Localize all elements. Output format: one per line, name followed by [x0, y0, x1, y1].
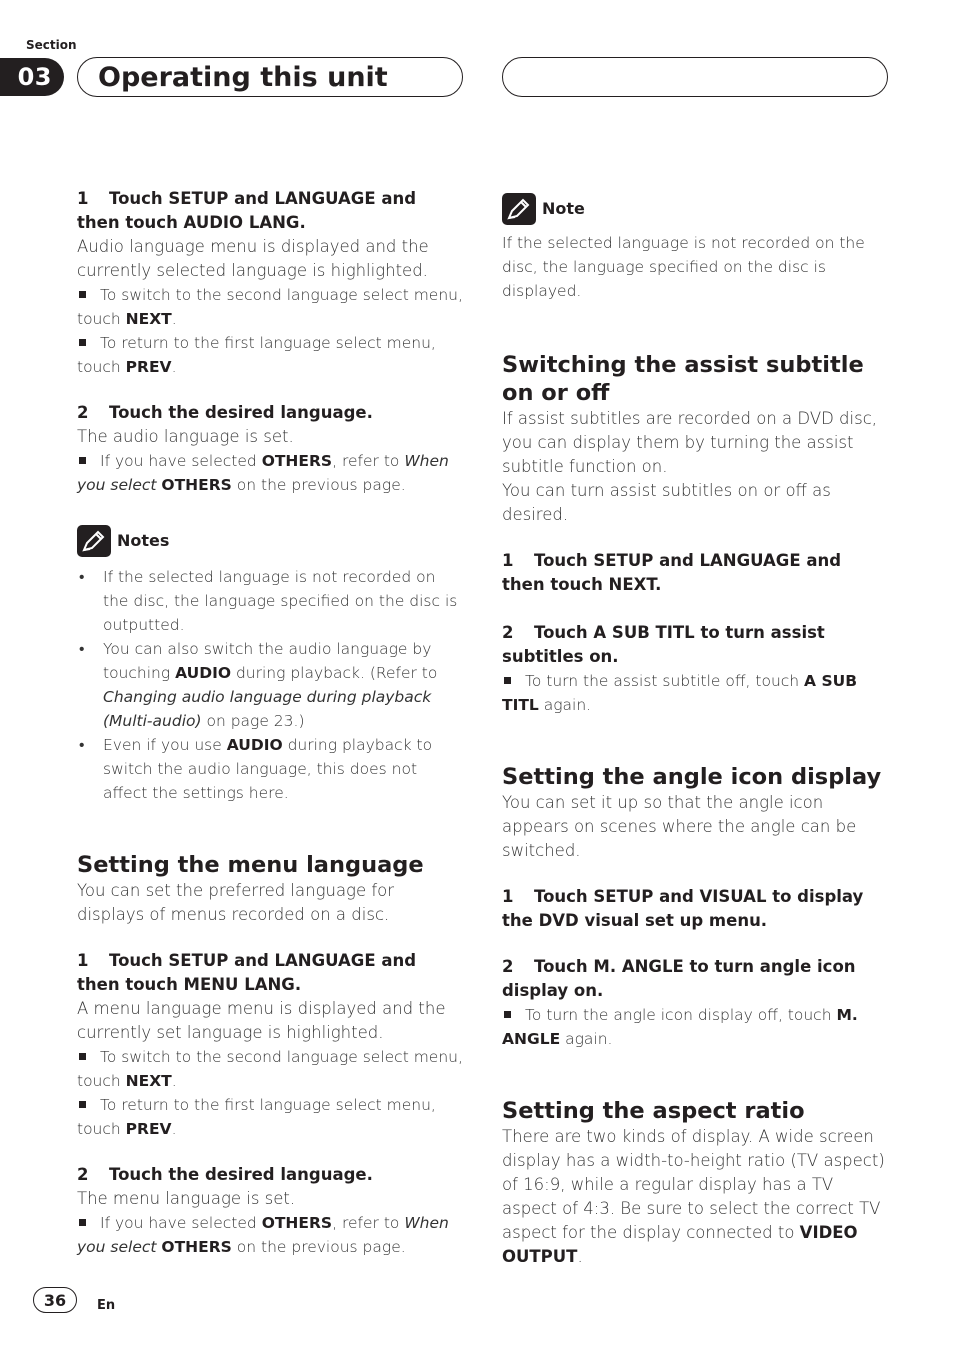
step-description: The audio language is set.: [77, 427, 294, 446]
step-description: The menu language is set.: [77, 1189, 296, 1208]
square-bullet-icon: [504, 677, 511, 684]
square-bullet-icon: [79, 339, 86, 346]
note-text: If the selected language is not recorded on the disc, the language specified on the disc is displayed.: [502, 234, 865, 300]
step-description: Audio language menu is displayed and the currently selected language is highlighted.: [77, 237, 429, 280]
step-description: A menu language menu is displayed and the currently set language is highlighted.: [77, 999, 446, 1042]
square-bullet-icon: [79, 1219, 86, 1226]
page-title-text: Operating this unit: [98, 61, 388, 93]
bullet-item: To turn the angle icon display off, touch M. ANGLE again.: [502, 1006, 858, 1048]
square-bullet-icon: [79, 291, 86, 298]
step-angle-2: 2 Touch M. ANGLE to turn angle icon display on.: [502, 957, 856, 1000]
note-title: Note: [542, 199, 585, 218]
section-number-badge: 03: [0, 58, 64, 96]
note-header: [502, 193, 888, 225]
notes-title: Notes: [117, 531, 170, 550]
pencil-note-icon: [77, 525, 111, 557]
section-intro: You can set the preferred language for displays of menus recorded on a disc.: [77, 881, 395, 924]
section-heading-menu-language: Setting the menu language: [77, 852, 424, 878]
right-column: [502, 193, 888, 1269]
step-text: Touch SETUP and LANGUAGE and then touch AUDIO LANG.: [77, 189, 417, 232]
section-heading-assist-subtitle: Switching the assist subtitle on or off: [502, 352, 864, 406]
step-menu-lang-2: 2 Touch the desired language.: [77, 1165, 373, 1184]
bullet-item: If you have selected OTHERS, refer to When you select OTHERS on the previous page.: [77, 452, 449, 494]
square-bullet-icon: [504, 1011, 511, 1018]
section-intro: You can set it up so that the angle icon appears on scenes where the angle can be switched.: [502, 793, 857, 860]
bullet-item: If you have selected OTHERS, refer to When you select OTHERS on the previous page.: [77, 1214, 449, 1256]
step-audio-lang-1: [77, 187, 463, 235]
section-intro: If assist subtitles are recorded on a DVD disc, you can display them by turning the assist subtitle function on.: [502, 409, 878, 476]
step-audio-lang-2: [77, 401, 463, 425]
square-bullet-icon: [79, 457, 86, 464]
step-angle-1: 1 Touch SETUP and VISUAL to display the DVD visual set up menu.: [502, 887, 864, 930]
bullet-item: To switch to the second language select menu, touch NEXT.: [77, 1048, 463, 1090]
section-intro: You can turn assist subtitles on or off as desired.: [502, 481, 831, 524]
page-title: [77, 57, 463, 97]
bullet-item: To switch to the second language select menu, touch NEXT.: [77, 286, 463, 328]
step-subtitle-2: 2 Touch A SUB TITL to turn assist subtitles on.: [502, 623, 825, 666]
notes-header: [77, 525, 463, 557]
list-item: • Even if you use AUDIO during playback to switch the audio language, this does not affect the settings here.: [77, 733, 463, 805]
language-code: En: [97, 1298, 116, 1313]
step-number: 2: [77, 403, 89, 422]
page-number: 36: [33, 1287, 77, 1313]
step-subtitle-1: 1 Touch SETUP and LANGUAGE and then touch NEXT.: [502, 551, 842, 594]
section-heading-angle-icon: Setting the angle icon display: [502, 764, 882, 790]
section-intro: There are two kinds of display. A wide screen display has a width-to-height ratio (TV aspect) of 16:9, while a regular display has a TV aspect of 4:3. Be sure to select the correct TV aspect for the display connected to VIDEO OUTPUT.: [502, 1127, 885, 1266]
square-bullet-icon: [79, 1101, 86, 1108]
step-number: 1: [77, 189, 89, 208]
step-menu-lang-1: 1 Touch SETUP and LANGUAGE and then touch MENU LANG.: [77, 951, 417, 994]
bullet-item: To return to the first language select menu, touch PREV.: [77, 1096, 436, 1138]
section-heading-aspect-ratio: Setting the aspect ratio: [502, 1098, 805, 1124]
square-bullet-icon: [79, 1053, 86, 1060]
step-text: Touch the desired language.: [109, 403, 373, 422]
list-item: • If the selected language is not recorded on the disc, the language specified on the disc is outputted.: [77, 565, 463, 637]
header-empty-pill: [502, 57, 888, 97]
bullet-item: To turn the assist subtitle off, touch A SUB TITL again.: [502, 672, 858, 714]
notes-list: [77, 565, 463, 805]
left-column: [77, 187, 463, 1259]
list-item: • You can also switch the audio language by touching AUDIO during playback. (Refer to Changing audio language during playback (Multi-audio) on page 23.): [77, 637, 463, 733]
bullet-item: To return to the first language select menu, touch PREV.: [77, 334, 436, 376]
pencil-note-icon: [502, 193, 536, 225]
section-label: Section: [26, 38, 77, 52]
